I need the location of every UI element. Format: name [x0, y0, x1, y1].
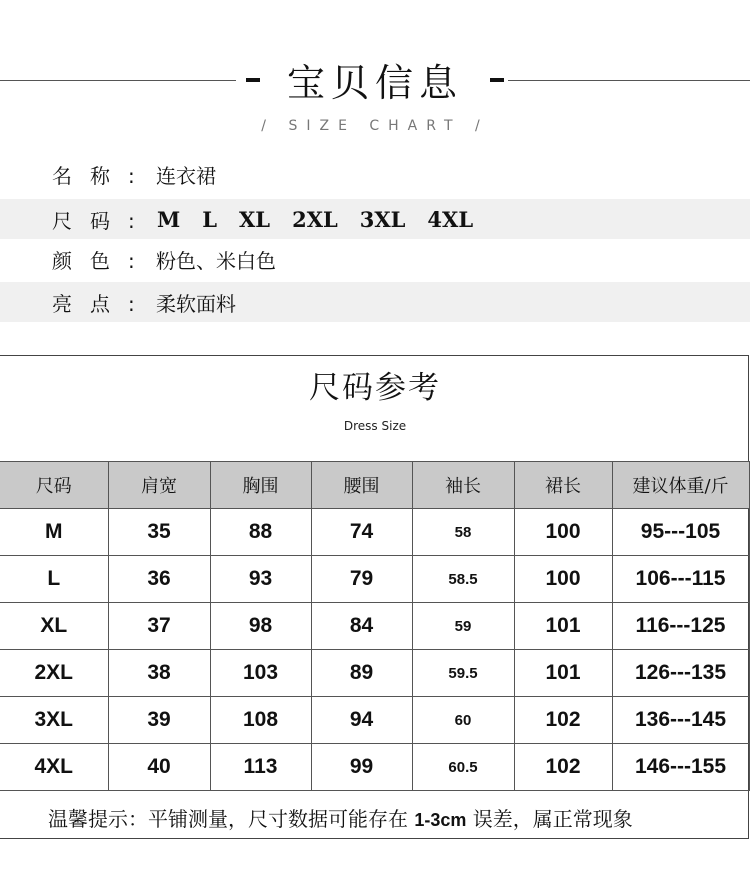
- table-row: [0, 744, 749, 791]
- table-cell: 113: [210, 744, 311, 791]
- size-table: [0, 461, 750, 791]
- chart-subtitle: Dress Size: [343, 419, 407, 433]
- info-value: 柔软面料: [156, 291, 236, 316]
- size-option: XL: [239, 206, 271, 232]
- table-cell: 4XL: [0, 744, 108, 791]
- column-header: 胸围: [210, 462, 311, 509]
- size-option: 3XL: [359, 206, 406, 232]
- table-header-row: [0, 462, 749, 509]
- table-cell: L: [0, 556, 108, 603]
- table-cell: 59.5: [412, 650, 514, 697]
- table-cell: 35: [108, 509, 210, 556]
- table-cell: 2XL: [0, 650, 108, 697]
- size-option: 2XL: [292, 206, 338, 232]
- table-cell: 88: [210, 509, 311, 556]
- table-row: [0, 603, 749, 650]
- note-suffix: 误差，属正常现象: [466, 807, 633, 831]
- table-cell: 95---105: [612, 509, 749, 556]
- table-cell: 79: [311, 556, 412, 603]
- info-value: 连衣裙: [156, 163, 216, 188]
- table-cell: 116---125: [612, 603, 749, 650]
- page-subtitle: / SIZE CHART /: [261, 118, 489, 134]
- info-value: 粉色、米白色: [156, 248, 276, 273]
- table-cell: 136---145: [612, 697, 749, 744]
- table-cell: 108: [210, 697, 311, 744]
- table-cell: 101: [514, 603, 612, 650]
- size-list: [157, 207, 495, 232]
- table-cell: 59: [412, 603, 514, 650]
- table-cell: 39: [108, 697, 210, 744]
- table-row: [0, 509, 749, 556]
- column-header: 建议体重/斤: [612, 462, 749, 509]
- table-row: [0, 697, 749, 744]
- table-cell: 106---115: [612, 556, 749, 603]
- table-row: [0, 650, 749, 697]
- chart-title: 尺码参考: [309, 370, 441, 406]
- size-option: M: [157, 206, 181, 232]
- table-row: [0, 556, 749, 603]
- note-range: 1-3cm: [414, 810, 467, 830]
- table-cell: 37: [108, 603, 210, 650]
- table-cell: 99: [311, 744, 412, 791]
- column-header: 肩宽: [108, 462, 210, 509]
- column-header: 裙长: [514, 462, 612, 509]
- table-cell: 93: [210, 556, 311, 603]
- table-cell: 40: [108, 744, 210, 791]
- info-row-color: [0, 239, 750, 279]
- table-cell: 74: [311, 509, 412, 556]
- table-cell: 89: [311, 650, 412, 697]
- info-label: 名称:: [52, 163, 153, 188]
- note-prefix: 温馨提示：平铺测量，尺寸数据可能存在: [48, 807, 415, 831]
- table-cell: 146---155: [612, 744, 749, 791]
- table-cell: 100: [514, 509, 612, 556]
- size-option: L: [202, 206, 218, 232]
- table-cell: 102: [514, 697, 612, 744]
- info-label: 尺码:: [52, 208, 153, 233]
- measurement-note: [48, 803, 633, 832]
- info-row-highlight: [0, 282, 750, 322]
- table-cell: 58: [412, 509, 514, 556]
- page-title: 宝贝信息: [286, 61, 463, 105]
- table-cell: 38: [108, 650, 210, 697]
- size-option: 4XL: [427, 206, 474, 232]
- table-cell: 36: [108, 556, 210, 603]
- table-cell: 102: [514, 744, 612, 791]
- table-cell: 98: [210, 603, 311, 650]
- column-header: 尺码: [0, 462, 108, 509]
- table-cell: 84: [311, 603, 412, 650]
- info-row-size: [0, 199, 750, 239]
- table-cell: 101: [514, 650, 612, 697]
- info-label: 颜色:: [52, 248, 153, 273]
- column-header: 腰围: [311, 462, 412, 509]
- table-cell: 94: [311, 697, 412, 744]
- table-cell: 100: [514, 556, 612, 603]
- table-cell: M: [0, 509, 108, 556]
- table-cell: XL: [0, 603, 108, 650]
- table-cell: 126---135: [612, 650, 749, 697]
- table-cell: 3XL: [0, 697, 108, 744]
- table-cell: 103: [210, 650, 311, 697]
- table-cell: 60: [412, 697, 514, 744]
- table-cell: 60.5: [412, 744, 514, 791]
- info-row-name: [0, 154, 750, 194]
- column-header: 袖长: [412, 462, 514, 509]
- table-cell: 58.5: [412, 556, 514, 603]
- info-label: 亮点:: [52, 291, 153, 316]
